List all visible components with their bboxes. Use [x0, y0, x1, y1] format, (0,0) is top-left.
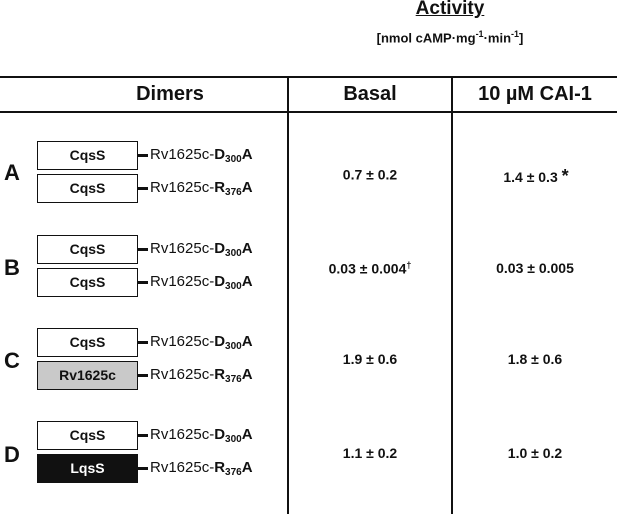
basal-value-d: 1.1 ± 0.2: [342, 445, 398, 461]
dimer-box-bottom-d: LqsS: [37, 454, 138, 483]
row-letter-a: A: [4, 160, 20, 185]
dimer-box-bottom-c: Rv1625c: [37, 361, 138, 390]
row-letter-d: D: [4, 442, 20, 467]
row-letter-c: C: [4, 348, 20, 373]
basal-value-c: 1.9 ± 0.6: [342, 351, 398, 367]
activity-unit: [nmol $cAMP\cdot mg^{-1}\cdot\min^{-1}$]: [376, 29, 524, 46]
mutation-label-bottom-d: $Rv1625c-R_{376}A$: [150, 459, 253, 478]
linker-tick: [138, 374, 148, 377]
mutation-label-top-c: $Rv1625c-D_{300}A$: [150, 333, 253, 352]
mutation-label-bottom-b: $Rv1625c-D_{300}A$: [150, 273, 253, 292]
column-header-dimers: Dimers: [136, 83, 204, 105]
dimer-box-bottom-a: CqsS: [37, 174, 138, 203]
linker-tick: [138, 281, 148, 284]
mutation-label-bottom-a: $Rv1625c-R_{376}A$: [150, 179, 253, 198]
linker-tick: [138, 434, 148, 437]
activity-title: Activity: [415, 0, 485, 19]
column-header-basal: Basal: [343, 83, 397, 105]
dimer-box-top-b: CqsS: [37, 235, 138, 264]
linker-tick: [138, 248, 148, 251]
basal-value-a: 0.7 ± 0.2: [342, 166, 398, 183]
mutation-label-top-d: $Rv1625c-D_{300}A$: [150, 426, 253, 445]
linker-tick: [138, 341, 148, 344]
row-letter-b: B: [4, 255, 20, 280]
dimer-box-bottom-b: CqsS: [37, 268, 138, 297]
basal-value-b: 0.03 ± 0.004†: [328, 260, 412, 277]
significance-mark: *: [561, 166, 569, 186]
dimer-box-top-c: CqsS: [37, 328, 138, 357]
cai-value-c: 1.8 ± 0.6: [507, 351, 563, 367]
cai-value-a: 1.4 ± 0.3 *: [503, 166, 569, 186]
mutation-label-top-a: $Rv1625c-D_{300}A$: [150, 146, 253, 165]
header-bottom-rule: [0, 111, 617, 113]
mutation-label-top-b: $Rv1625c-D_{300}A$: [150, 240, 253, 259]
linker-tick: [138, 187, 148, 190]
linker-tick: [138, 467, 148, 470]
mutation-label-bottom-c: $Rv1625c-R_{376}A$: [150, 366, 253, 385]
dimer-box-top-d: CqsS: [37, 421, 138, 450]
cai-value-d: 1.0 ± 0.2: [507, 445, 563, 461]
column-header-cai: 10 µM CAI-1: [478, 83, 592, 105]
header-top-rule: [0, 76, 617, 78]
dimer-box-top-a: CqsS: [37, 141, 138, 170]
linker-tick: [138, 154, 148, 157]
activity-header: [340, 0, 560, 45]
cai-value-b: 0.03 ± 0.005: [496, 260, 574, 276]
